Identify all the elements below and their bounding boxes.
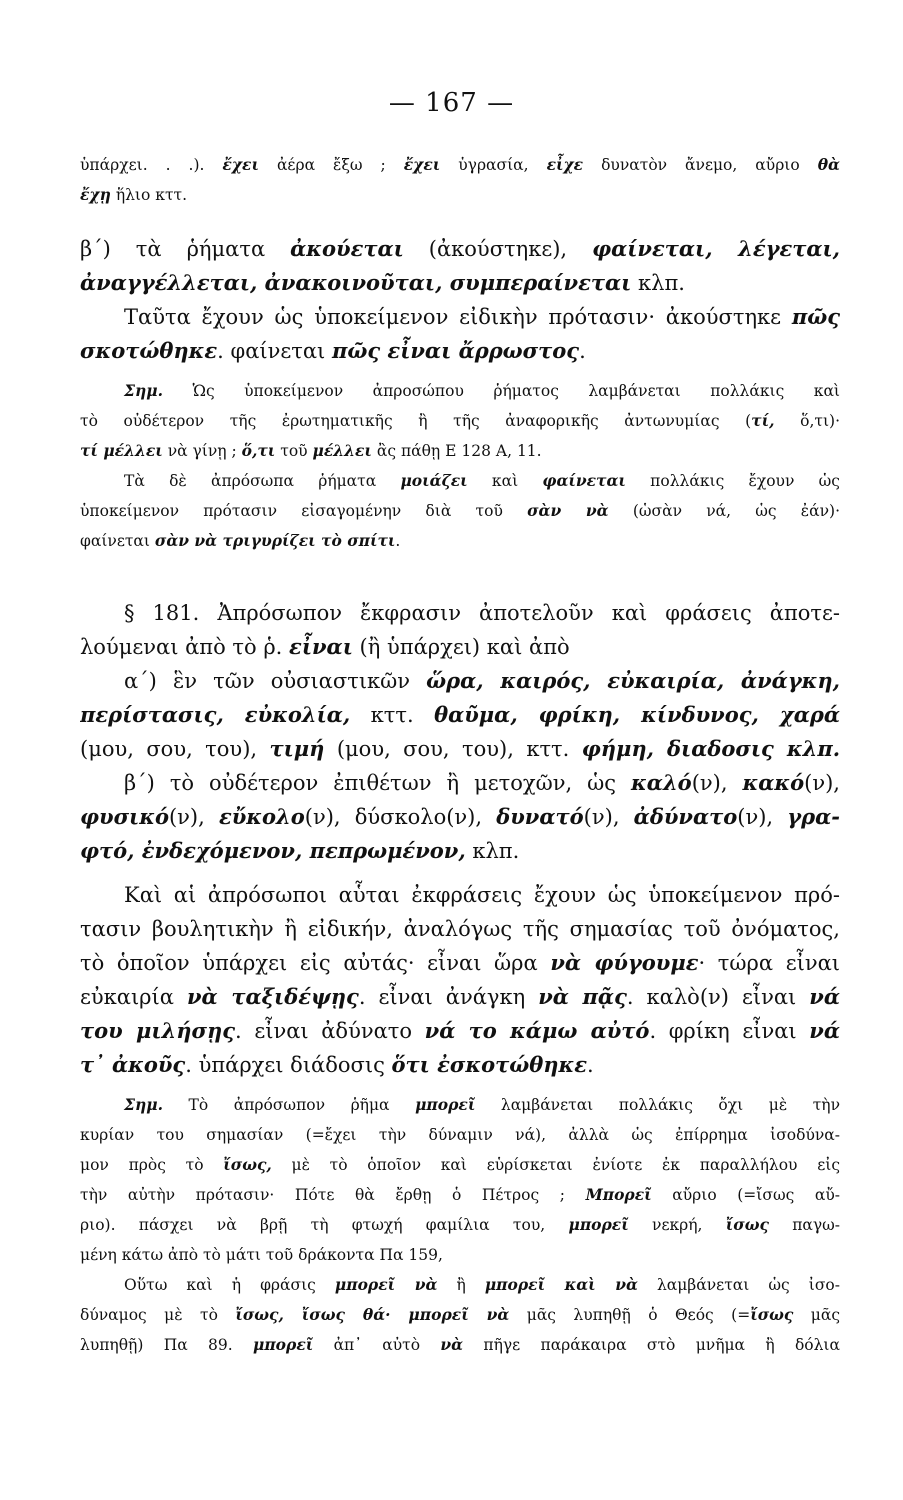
text-line: ὑποκείμενον πρότασιν εἰσαγομένην διὰ τοῦ σὰν νὰ (ὡσὰν νά, ὡς ἐάν)·: [80, 501, 840, 520]
text-line: λυπηθῇ) Πα 89. μπορεῖ ἀπ᾿ αὐτὸ νὰ πῆγε παράκαιρα στὸ μνῆμα ἢ δόλια: [80, 1335, 840, 1354]
text-line: β΄) τὰ ῥήματα ἀκούεται (ἀκούστηκε), φαίνεται, λέγεται,: [80, 236, 840, 261]
section-181: [80, 596, 840, 868]
note-1: [80, 376, 840, 556]
text-line: ριο). πάσχει νὰ βρῇ τὴ φτωχή φαμίλια του, μπορεῖ νεκρή, ἴσως παγω-: [80, 1215, 840, 1234]
text-line: τὸ ὁποῖον ὑπάρχει εἰς αὐτάς· εἶναι ὥρα νὰ φύγουμε· τώρα εἶναι: [80, 950, 840, 975]
beta-section: [80, 232, 840, 368]
text-line: Καὶ αἱ ἀπρόσωποι αὗται ἐκφράσεις ἔχουν ὡς ὑποκείμενον πρό-: [124, 883, 840, 907]
text-line: Ταῦτα ἔχουν ὡς ὑποκείμενον εἰδικὴν πρότασιν· ἀκούστηκε πῶς: [124, 304, 840, 329]
text-line: περίστασις, εὐκολία, κττ. θαῦμα, φρίκη, κίνδυνος, χαρά: [80, 702, 840, 727]
text-line: φαίνεται σὰν νὰ τριγυρίζει τὸ σπίτι.: [80, 531, 401, 550]
text-line: λούμεναι ἀπὸ τὸ ῥ. εἶναι (ἢ ὑπάρχει) καὶ ἀπὸ: [80, 634, 570, 659]
text-line: Σημ. Τὸ ἀπρόσωπον ῥῆμα μπορεῖ λαμβάνεται πολλάκις ὄχι μὲ τὴν: [124, 1095, 840, 1114]
text-line: ἔχῃ ἥλιο κττ.: [80, 185, 188, 204]
text-line: φτό, ἐνδεχόμενον, πεπρωμένον, κλπ.: [80, 838, 520, 863]
text-line: α΄) ἓν τῶν οὐσιαστικῶν ὥρα, καιρός, εὐκαιρία, ἀνάγκη,: [124, 668, 840, 693]
text-line: τ᾿ ἀκοῦς. ὑπάρχει διάδοσις ὅτι ἐσκοτώθηκε.: [80, 1052, 594, 1077]
text-line: μον πρὸς τὸ ἴσως, μὲ τὸ ὁποῖον καὶ εὑρίσκεται ἐνίοτε ἐκ παραλλήλου εἰς: [80, 1155, 840, 1174]
text-line: εὐκαιρία νὰ ταξιδέψῃς. εἶναι ἀνάγκη νὰ πᾷς. καλὸ(ν) εἶναι νά: [80, 984, 840, 1009]
text-line: τί μέλλει νὰ γίνῃ ; ὅ,τι τοῦ μέλλει ἂς πάθῃ Ε 128 Α, 11.: [80, 441, 542, 460]
section-heading: § 181. Ἀπρόσωπον ἔκφρασιν ἀποτελοῦν καὶ φράσεις ἀποτε-: [124, 601, 840, 625]
text-line: φυσικό(ν), εὔκολο(ν), δύσκολο(ν), δυνατό(ν), ἀδύνατο(ν), γρα-: [80, 804, 840, 829]
page-number: — 167 —: [388, 88, 515, 118]
paragraph-2: [80, 878, 840, 1082]
text-line: τὴν αὐτὴν πρότασιν· Πότε θὰ ἔρθῃ ὁ Πέτρος ; Μπορεῖ αὔριο (=ἴσως αὔ-: [80, 1185, 840, 1204]
text-line: σκοτώθηκε. φαίνεται πῶς εἶναι ἄρρωστος.: [80, 338, 586, 363]
text-line: του μιλήσῃς. εἶναι ἀδύνατο νά το κάμω αὐτό. φρίκη εἶναι νά: [80, 1018, 840, 1043]
top-fragment: [80, 150, 840, 210]
text-line: μένη κάτω ἀπὸ τὸ μάτι τοῦ δράκοντα Πα 159,: [80, 1246, 443, 1264]
text-line: Σημ. Ὡς ὑποκείμενον ἀπροσώπου ῥήματος λαμβάνεται πολλάκις καὶ: [124, 381, 840, 400]
text-line: τὸ οὐδέτερον τῆς ἐρωτηματικῆς ἢ τῆς ἀναφορικῆς ἀντωνυμίας (τί, ὅ,τι)·: [80, 411, 840, 430]
note-2: [80, 1090, 840, 1360]
text-line: ὑπάρχει. . .). ἔχει ἀέρα ἔξω ; ἔχει ὑγρασία, εἶχε δυνατὸν ἄνεμο, αὔριο θὰ: [80, 155, 840, 174]
text-line: ἀναγγέλλεται, ἀνακοινοῦται, συμπεραίνεται κλπ.: [80, 270, 685, 295]
text-line: κυρίαν του σημασίαν (=ἔχει τὴν δύναμιν νά), ἀλλὰ ὡς ἐπίρρημα ἰσοδύνα-: [80, 1126, 840, 1144]
text-line: (μου, σου, του), τιμή (μου, σου, του), κττ. φήμη, διαδοσις κλπ.: [80, 736, 840, 761]
text-line: Οὕτω καὶ ἡ φράσις μπορεῖ νὰ ἢ μπορεῖ καὶ νὰ λαμβάνεται ὡς ἰσο-: [124, 1275, 840, 1294]
text-line: β΄) τὸ οὐδέτερον ἐπιθέτων ἢ μετοχῶν, ὡς καλό(ν), κακό(ν),: [124, 770, 840, 795]
text-line: δύναμος μὲ τὸ ἴσως, ἴσως θά· μπορεῖ νὰ μᾶς λυπηθῇ ὁ Θεός (=ἴσως μᾶς: [80, 1305, 840, 1324]
text-line: Τὰ δὲ ἀπρόσωπα ῥήματα μοιάζει καὶ φαίνεται πολλάκις ἔχουν ὡς: [124, 471, 840, 490]
text-line: τασιν βουλητικὴν ἢ εἰδικήν, ἀναλόγως τῆς σημασίας τοῦ ὀνόματος,: [80, 917, 840, 941]
